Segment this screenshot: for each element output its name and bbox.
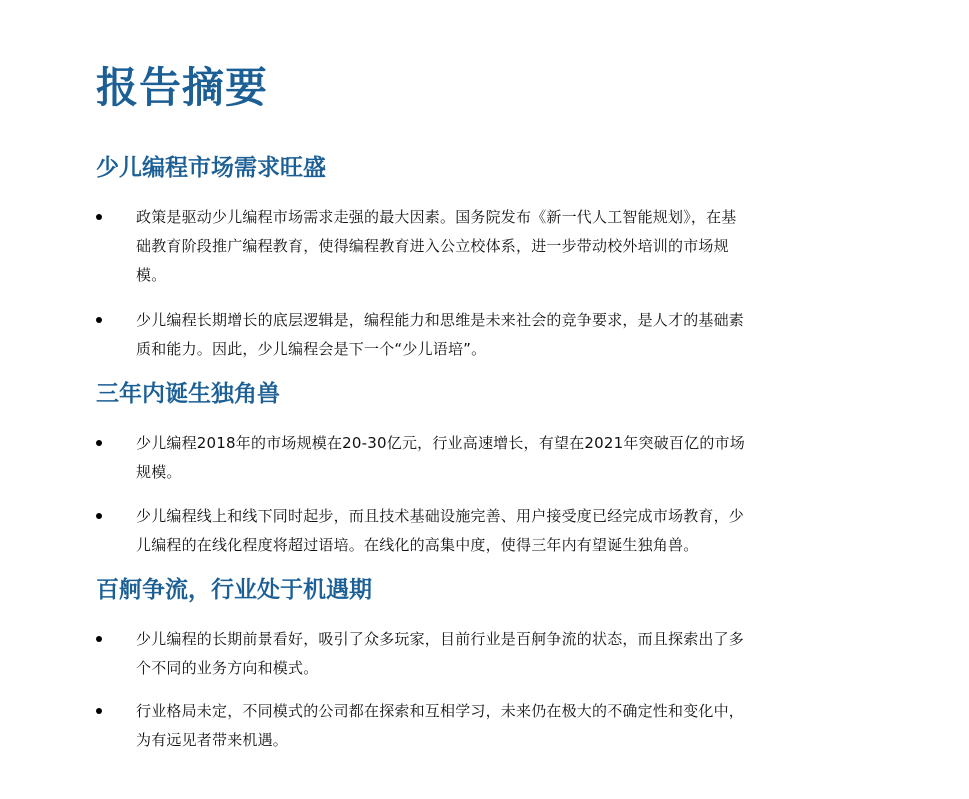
- bullet-icon: [96, 513, 102, 519]
- bullet-icon: [96, 214, 102, 220]
- bullet-icon: [96, 636, 102, 642]
- list-item-text: 少儿编程线上和线下同时起步，而且技术基础设施完善、用户接受度已经完成市场教育，少儿编程的在线化程度将超过语培。在线化的高集中度，使得三年内有望诞生独角兽。: [136, 507, 745, 554]
- bullet-icon: [96, 708, 102, 714]
- bullet-icon: [96, 317, 102, 323]
- section-heading-market-demand: 少儿编程市场需求旺盛: [96, 155, 326, 181]
- list-item-text: 少儿编程长期增长的底层逻辑是，编程能力和思维是未来社会的竞争要求，是人才的基础素质和能力。因此，少儿编程会是下一个“少儿语培”。: [136, 311, 745, 358]
- bullet-icon: [96, 440, 102, 446]
- list-item-text: 政策是驱动少儿编程市场需求走强的最大因素。国务院发布《新一代人工智能规划》，在基础教育阶段推广编程教育，使得编程教育进入公立校体系，进一步带动校外培训的市场规模。: [136, 208, 737, 284]
- page-title: 报告摘要: [96, 63, 269, 112]
- list-item-text: 少儿编程2018年的市场规模在20-30亿元，行业高速增长，有望在2021年突破百亿的市场规模。: [136, 434, 745, 481]
- section-heading-unicorn: 三年内诞生独角兽: [96, 381, 280, 407]
- list-item-text: 少儿编程的长期前景看好，吸引了众多玩家，目前行业是百舸争流的状态，而且探索出了多个不同的业务方向和模式。: [136, 630, 745, 677]
- section-heading-opportunity: 百舸争流，行业处于机遇期: [96, 577, 372, 603]
- list-item-text: 行业格局未定，不同模式的公司都在探索和互相学习，未来仍在极大的不确定性和变化中，为有远见者带来机遇。: [136, 702, 745, 749]
